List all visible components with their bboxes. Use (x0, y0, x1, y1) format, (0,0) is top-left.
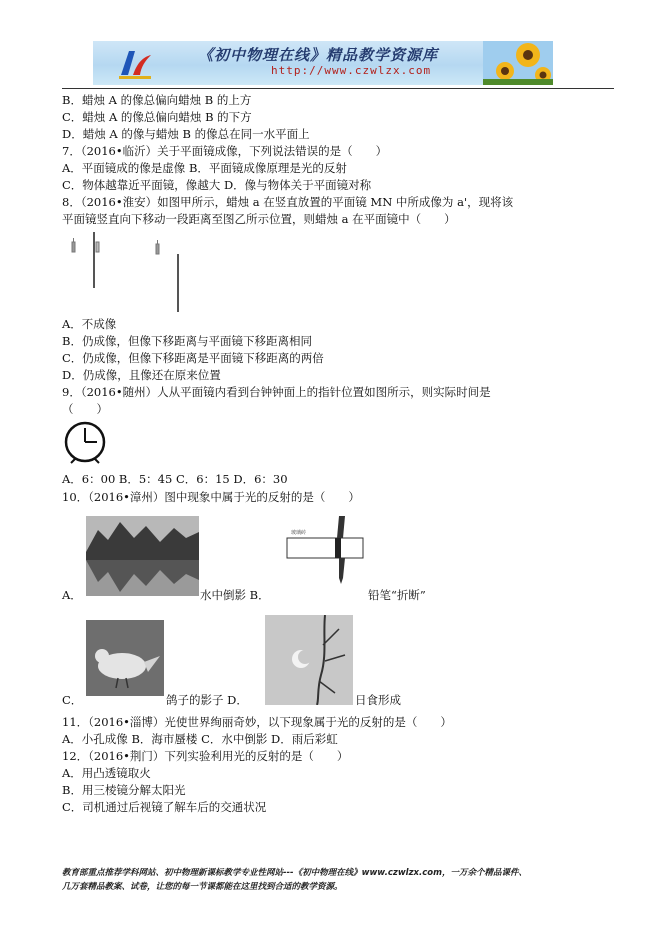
q11-options: A．小孔成像 B．海市蜃楼 C．水中倒影 D．雨后彩虹 (62, 732, 338, 746)
q9-options: A．6：00 B．5：45 C．6：15 D．6：30 (62, 472, 288, 486)
pigeon-photo (86, 620, 164, 696)
q7-options-cd: C．物体越靠近平面镜，像越大 D．像与物体关于平面镜对称 (62, 178, 372, 192)
page-footer (62, 866, 622, 894)
banner-url[interactable]: http://www.czwlzx.com (271, 64, 432, 77)
glass-label: 玻璃砖 (291, 530, 307, 536)
q6-option-b: B．蜡烛 A 的像总偏向蜡烛 B 的上方 (62, 93, 252, 107)
q10-stem: 10．（2016•漳州）图中现象中属于光的反射的是（ ） (62, 490, 360, 504)
pencil-glass-figure (285, 516, 365, 584)
sunflower-icon (483, 41, 553, 85)
clock-icon (62, 419, 110, 467)
q12-option-c: C．司机通过后视镜了解车后的交通状况 (62, 800, 267, 814)
q7-options-ab: A．平面镜成的像是虚像 B．平面镜成像原理是光的反射 (62, 161, 347, 175)
q8-option-d: D．仍成像，且像还在原来位置 (62, 368, 221, 382)
q8-stem-line1: 8．（2016•淮安）如图甲所示，蜡烛 a 在竖直放置的平面镜 MN 中所成像为 a'，现将该 (62, 195, 514, 209)
logo-icon (115, 45, 155, 81)
q11-stem: 11．（2016•淄博）光使世界绚丽奇妙，以下现象属于光的反射的是（ ） (62, 715, 452, 729)
eclipse-photo (265, 615, 353, 705)
q10-option-a-letter: A． (62, 588, 82, 602)
q10-option-b-letter: 水中倒影 B． (200, 588, 270, 602)
q8-option-b: B．仍成像，但像下移距离与平面镜下移距离相同 (62, 334, 312, 348)
footer-line-1: 教育部重点推荐学科网站、初中物理新课标教学专业性网站---《初中物理在线》www.czwlzx.com，一万余个精品课件、 (62, 868, 527, 878)
q12-stem: 12．（2016•荆门）下列实验利用光的反射的是（ ） (62, 749, 349, 763)
water-reflection-photo (86, 516, 199, 596)
header-banner (93, 41, 553, 85)
mirror-figure (62, 228, 192, 316)
banner-title: 《初中物理在线》精品教学资源库 (198, 46, 439, 64)
q12-option-a: A．用凸透镜取火 (62, 766, 151, 780)
q6-option-d: D．蜡烛 A 的像与蜡烛 B 的像总在同一水平面上 (62, 127, 310, 141)
q8-stem-line2: 平面镜竖直向下移动一段距离至图乙所示位置，则蜡烛 a 在平面镜中（ ） (62, 212, 456, 226)
q8-option-a: A．不成像 (62, 317, 117, 331)
q10-option-c-letter: C． (62, 693, 83, 707)
q12-option-b: B．用三棱镜分解太阳光 (62, 783, 186, 797)
q9-stem-line2: （ ） (62, 402, 108, 416)
footer-line-2: 几万套精品教案、试卷，让您的每一节课都能在这里找到合适的教学资源。 (62, 882, 343, 892)
q8-option-c: C．仍成像，但像下移距离是平面镜下移距离的两倍 (62, 351, 324, 365)
q9-stem-line1: 9．（2016•随州）人从平面镜内看到台钟钟面上的指针位置如图所示，则实际时间是 (62, 385, 491, 399)
q7-stem: 7．（2016•临沂）关于平面镜成像，下列说法错误的是（ ） (62, 144, 388, 158)
q10-option-c-caption: 鸽子的影子 D． (166, 693, 248, 707)
q10-option-b-caption: 铅笔“折断” (368, 588, 426, 602)
q10-option-d-caption: 日食形成 (355, 693, 401, 707)
q6-option-c: C．蜡烛 A 的像总偏向蜡烛 B 的下方 (62, 110, 252, 124)
header-rule (62, 88, 614, 89)
